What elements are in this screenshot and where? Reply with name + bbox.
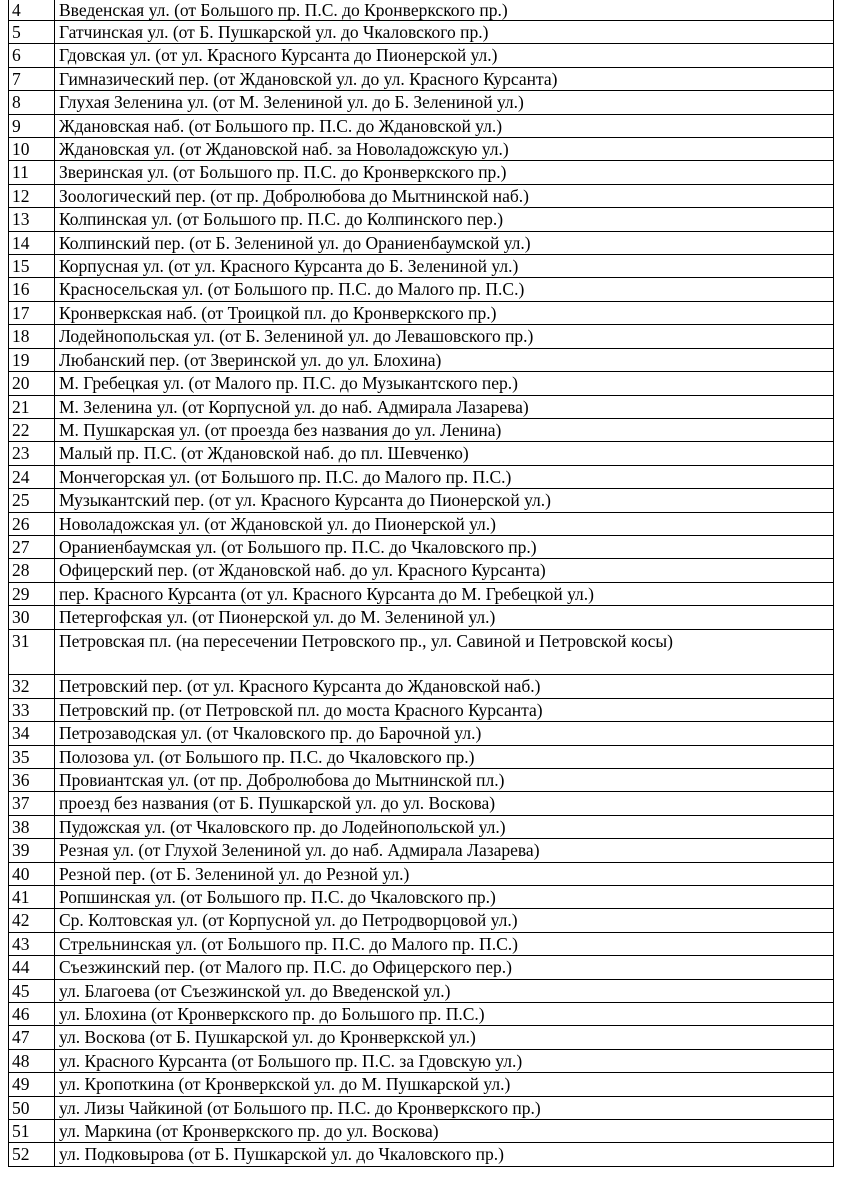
table-row <box>9 1026 834 1049</box>
row-number: 10 <box>9 138 55 161</box>
row-number: 51 <box>9 1120 55 1143</box>
table-row <box>9 418 834 441</box>
street-description: Съезжинский пер. (от Малого пр. П.С. до Офицерского пер.) <box>55 956 834 979</box>
table-row <box>9 1143 834 1166</box>
street-description: Малый пр. П.С. (от Ждановской наб. до пл. Шевченко) <box>55 442 834 465</box>
street-description: Колпинский пер. (от Б. Зелениной ул. до Ораниенбаумской ул.) <box>55 231 834 254</box>
street-description: Петровский пр. (от Петровской пл. до моста Красного Курсанта) <box>55 698 834 721</box>
row-number: 32 <box>9 675 55 698</box>
row-number: 38 <box>9 815 55 838</box>
street-description: Лодейнопольская ул. (от Б. Зелениной ул. до Левашовского пр.) <box>55 325 834 348</box>
row-number: 11 <box>9 161 55 184</box>
street-description: ул. Блохина (от Кронверкского пр. до Большого пр. П.С.) <box>55 1003 834 1026</box>
street-description: ул. Благоева (от Съезжинской ул. до Введенской ул.) <box>55 979 834 1002</box>
row-number: 22 <box>9 418 55 441</box>
table-row <box>9 886 834 909</box>
street-description: Петровский пер. (от ул. Красного Курсанта до Ждановской наб.) <box>55 675 834 698</box>
table-row <box>9 278 834 301</box>
table-row <box>9 839 834 862</box>
row-number: 44 <box>9 956 55 979</box>
street-description: Кронверкская наб. (от Троицкой пл. до Кронверкского пр.) <box>55 301 834 324</box>
row-number: 49 <box>9 1073 55 1096</box>
street-description: Новоладожская ул. (от Ждановской ул. до Пионерской ул.) <box>55 512 834 535</box>
street-description: М. Пушкарская ул. (от проезда без названия до ул. Ленина) <box>55 418 834 441</box>
row-number: 35 <box>9 745 55 768</box>
row-number: 39 <box>9 839 55 862</box>
table-row <box>9 675 834 698</box>
row-number: 43 <box>9 932 55 955</box>
street-description: Петровская пл. (на пересечении Петровского пр., ул. Савиной и Петровской косы) <box>55 629 834 675</box>
street-description: ул. Лизы Чайкиной (от Большого пр. П.С. до Кронверкского пр.) <box>55 1096 834 1119</box>
street-description: Гдовская ул. (от ул. Красного Курсанта до Пионерской ул.) <box>55 44 834 67</box>
table-row <box>9 442 834 465</box>
table-row <box>9 1096 834 1119</box>
table-row <box>9 862 834 885</box>
row-number: 19 <box>9 348 55 371</box>
street-description: Офицерский пер. (от Ждановской наб. до ул. Красного Курсанта) <box>55 559 834 582</box>
table-row <box>9 325 834 348</box>
street-description: Петергофская ул. (от Пионерской ул. до М. Зелениной ул.) <box>55 606 834 629</box>
table-row <box>9 489 834 512</box>
table-row <box>9 114 834 137</box>
row-number: 28 <box>9 559 55 582</box>
street-description: Ждановская ул. (от Ждановской наб. за Новоладожскую ул.) <box>55 138 834 161</box>
street-description: Резной пер. (от Б. Зелениной ул. до Резной ул.) <box>55 862 834 885</box>
street-description: М. Гребецкая ул. (от Малого пр. П.С. до Музыкантского пер.) <box>55 372 834 395</box>
table-row <box>9 1073 834 1096</box>
table-row <box>9 792 834 815</box>
row-number: 23 <box>9 442 55 465</box>
street-description: Пудожская ул. (от Чкаловского пр. до Лодейнопольской ул.) <box>55 815 834 838</box>
table-row <box>9 698 834 721</box>
street-description: ул. Подковырова (от Б. Пушкарской ул. до Чкаловского пр.) <box>55 1143 834 1166</box>
row-number: 8 <box>9 91 55 114</box>
row-number: 31 <box>9 629 55 675</box>
table-row <box>9 255 834 278</box>
street-description: Колпинская ул. (от Большого пр. П.С. до Колпинского пер.) <box>55 208 834 231</box>
row-number: 40 <box>9 862 55 885</box>
table-row <box>9 956 834 979</box>
table-row <box>9 768 834 791</box>
table-row <box>9 582 834 605</box>
street-description: Резная ул. (от Глухой Зелениной ул. до наб. Адмирала Лазарева) <box>55 839 834 862</box>
row-number: 6 <box>9 44 55 67</box>
street-description: Ждановская наб. (от Большого пр. П.С. до Ждановской ул.) <box>55 114 834 137</box>
street-description: Полозова ул. (от Большого пр. П.С. до Чкаловского пр.) <box>55 745 834 768</box>
row-number: 26 <box>9 512 55 535</box>
street-description: Красносельская ул. (от Большого пр. П.С. до Малого пр. П.С.) <box>55 278 834 301</box>
street-description: Введенская ул. (от Большого пр. П.С. до Кронверкского пр.) <box>55 0 834 21</box>
table-row <box>9 1003 834 1026</box>
table-row <box>9 559 834 582</box>
table-row <box>9 1120 834 1143</box>
table-row <box>9 44 834 67</box>
row-number: 20 <box>9 372 55 395</box>
street-description: М. Зеленина ул. (от Корпусной ул. до наб. Адмирала Лазарева) <box>55 395 834 418</box>
street-description: Гимназический пер. (от Ждановской ул. до ул. Красного Курсанта) <box>55 67 834 90</box>
table-row <box>9 465 834 488</box>
row-number: 50 <box>9 1096 55 1119</box>
table-row <box>9 395 834 418</box>
row-number: 14 <box>9 231 55 254</box>
row-number: 27 <box>9 535 55 558</box>
table-row <box>9 932 834 955</box>
street-description: пер. Красного Курсанта (от ул. Красного Курсанта до М. Гребецкой ул.) <box>55 582 834 605</box>
street-description: Провиантская ул. (от пр. Добролюбова до Мытнинской пл.) <box>55 768 834 791</box>
row-number: 36 <box>9 768 55 791</box>
row-number: 30 <box>9 606 55 629</box>
street-description: ул. Кропоткина (от Кронверкской ул. до М. Пушкарской ул.) <box>55 1073 834 1096</box>
table-row <box>9 184 834 207</box>
row-number: 12 <box>9 184 55 207</box>
street-description: Ораниенбаумская ул. (от Большого пр. П.С. до Чкаловского пр.) <box>55 535 834 558</box>
row-number: 13 <box>9 208 55 231</box>
row-number: 9 <box>9 114 55 137</box>
table-row <box>9 301 834 324</box>
street-description: Корпусная ул. (от ул. Красного Курсанта до Б. Зелениной ул.) <box>55 255 834 278</box>
street-description: Зоологический пер. (от пр. Добролюбова до Мытнинской наб.) <box>55 184 834 207</box>
table-row <box>9 208 834 231</box>
row-number: 21 <box>9 395 55 418</box>
table-row <box>9 21 834 44</box>
table-row <box>9 512 834 535</box>
row-number: 7 <box>9 67 55 90</box>
table-row <box>9 745 834 768</box>
row-number: 17 <box>9 301 55 324</box>
street-description: Гатчинская ул. (от Б. Пушкарской ул. до Чкаловского пр.) <box>55 21 834 44</box>
row-number: 41 <box>9 886 55 909</box>
table-row <box>9 372 834 395</box>
table-row <box>9 91 834 114</box>
street-description: проезд без названия (от Б. Пушкарской ул. до ул. Воскова) <box>55 792 834 815</box>
row-number: 47 <box>9 1026 55 1049</box>
row-number: 24 <box>9 465 55 488</box>
streets-table-body <box>9 0 834 1166</box>
street-description: Ропшинская ул. (от Большого пр. П.С. до Чкаловского пр.) <box>55 886 834 909</box>
table-row <box>9 979 834 1002</box>
table-row <box>9 722 834 745</box>
streets-table <box>8 0 834 1167</box>
street-description: ул. Воскова (от Б. Пушкарской ул. до Кронверкской ул.) <box>55 1026 834 1049</box>
table-row <box>9 161 834 184</box>
table-row <box>9 629 834 675</box>
table-row <box>9 348 834 371</box>
street-description: Мончегорская ул. (от Большого пр. П.С. до Малого пр. П.С.) <box>55 465 834 488</box>
row-number: 46 <box>9 1003 55 1026</box>
row-number: 5 <box>9 21 55 44</box>
street-description: Глухая Зеленина ул. (от М. Зелениной ул. до Б. Зелениной ул.) <box>55 91 834 114</box>
table-row <box>9 815 834 838</box>
row-number: 34 <box>9 722 55 745</box>
table-row <box>9 67 834 90</box>
row-number: 29 <box>9 582 55 605</box>
row-number: 18 <box>9 325 55 348</box>
street-description: ул. Красного Курсанта (от Большого пр. П.С. за Гдовскую ул.) <box>55 1049 834 1072</box>
table-row <box>9 1049 834 1072</box>
table-row <box>9 0 834 21</box>
row-number: 4 <box>9 0 55 21</box>
row-number: 52 <box>9 1143 55 1166</box>
row-number: 16 <box>9 278 55 301</box>
row-number: 48 <box>9 1049 55 1072</box>
table-row <box>9 138 834 161</box>
street-description: ул. Маркина (от Кронверкского пр. до ул. Воскова) <box>55 1120 834 1143</box>
table-row <box>9 909 834 932</box>
table-row <box>9 606 834 629</box>
street-description: Стрельнинская ул. (от Большого пр. П.С. до Малого пр. П.С.) <box>55 932 834 955</box>
row-number: 15 <box>9 255 55 278</box>
row-number: 37 <box>9 792 55 815</box>
table-row <box>9 231 834 254</box>
street-description: Петрозаводская ул. (от Чкаловского пр. до Барочной ул.) <box>55 722 834 745</box>
row-number: 45 <box>9 979 55 1002</box>
row-number: 25 <box>9 489 55 512</box>
street-description: Ср. Колтовская ул. (от Корпусной ул. до Петродворцовой ул.) <box>55 909 834 932</box>
street-description: Музыкантский пер. (от ул. Красного Курсанта до Пионерской ул.) <box>55 489 834 512</box>
row-number: 33 <box>9 698 55 721</box>
table-row <box>9 535 834 558</box>
street-description: Любанский пер. (от Зверинской ул. до ул. Блохина) <box>55 348 834 371</box>
row-number: 42 <box>9 909 55 932</box>
street-description: Зверинская ул. (от Большого пр. П.С. до Кронверкского пр.) <box>55 161 834 184</box>
